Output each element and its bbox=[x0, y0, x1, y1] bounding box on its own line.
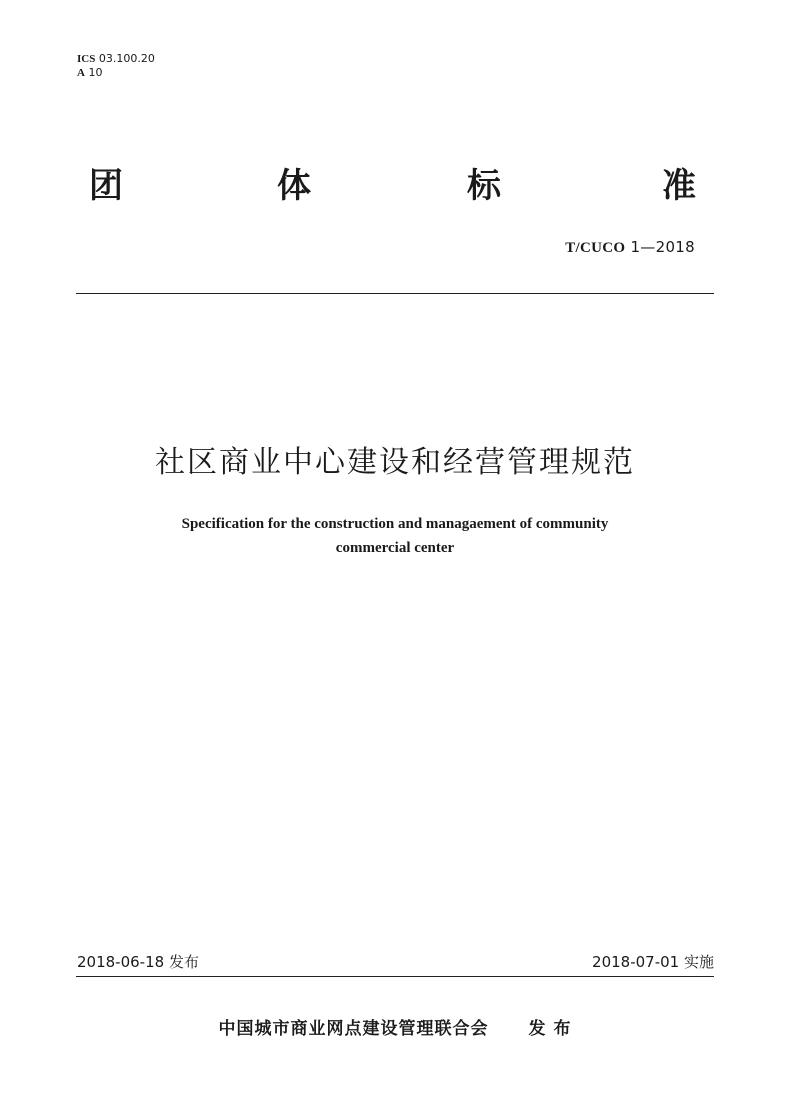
english-title-line-1: Specification for the construction and managaement of community bbox=[181, 516, 609, 532]
ics-line bbox=[77, 52, 155, 66]
publisher-name: 中国城市商业网点建设管理联合会 bbox=[218, 1019, 489, 1039]
standard-type-char: 标 bbox=[467, 166, 501, 206]
standard-type-heading bbox=[77, 160, 717, 212]
publisher-action: 发 布 bbox=[528, 1019, 572, 1039]
implementation-date: 2018-07-01 实施 bbox=[592, 953, 714, 971]
document-title-chinese: 社区商业中心建设和经营管理规范 bbox=[155, 445, 635, 480]
standard-type-char: 准 bbox=[662, 166, 696, 206]
standard-code-number: 1—2018 bbox=[630, 238, 695, 256]
bottom-divider bbox=[76, 976, 714, 977]
issue-date: 2018-06-18 发布 bbox=[77, 953, 199, 971]
ics-label: ICS bbox=[77, 53, 96, 65]
english-title-line-2: commercial center bbox=[335, 540, 455, 556]
standard-type-char: 体 bbox=[277, 166, 311, 206]
classification-block bbox=[77, 52, 155, 80]
standard-code-prefix: T/CUCO bbox=[565, 240, 626, 256]
ccs-code: 10 bbox=[88, 66, 103, 79]
standard-code bbox=[565, 238, 695, 257]
top-divider bbox=[76, 293, 714, 294]
standard-type-char: 团 bbox=[89, 166, 123, 206]
document-title-english bbox=[0, 512, 790, 560]
publisher bbox=[0, 1014, 790, 1039]
ccs-label: A bbox=[77, 67, 85, 79]
ics-code: 03.100.20 bbox=[98, 52, 155, 65]
ccs-line bbox=[77, 66, 155, 80]
